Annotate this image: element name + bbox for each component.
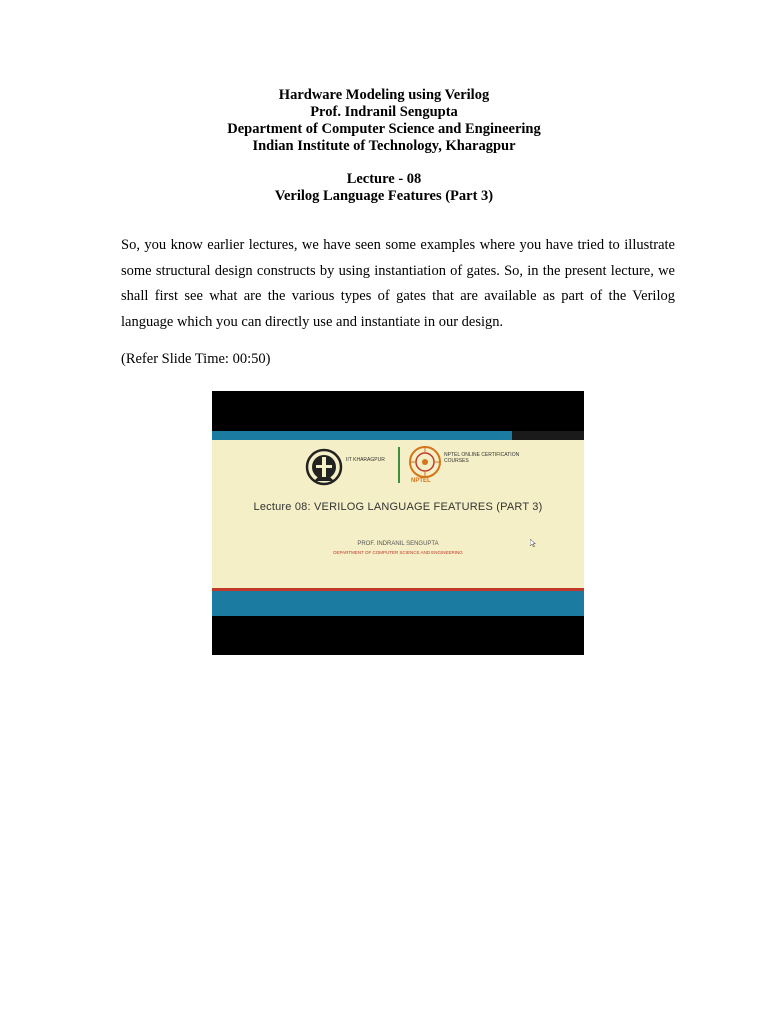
institute-name: Indian Institute of Technology, Kharagpur xyxy=(252,138,516,154)
slide-author: PROF. INDRANIL SENGUPTA xyxy=(357,541,439,547)
document-header xyxy=(0,87,768,155)
slide-bottom-band xyxy=(212,591,584,616)
lecture-heading xyxy=(0,171,768,205)
professor-name: Prof. Indranil Sengupta xyxy=(310,104,458,120)
nptel-logo-icon xyxy=(408,445,442,479)
lecture-number: Lecture - 08 xyxy=(346,171,422,187)
nptel-caption: NPTEL ONLINE CERTIFICATION COURSES xyxy=(444,452,520,464)
mouse-cursor-icon xyxy=(530,539,536,547)
slide-top-dark-band xyxy=(512,431,584,440)
iit-label: IIT KHARAGPUR xyxy=(346,457,385,463)
slide-department: DEPARTMENT OF COMPUTER SCIENCE AND ENGINEERING xyxy=(333,550,463,555)
body-paragraph: So, you know earlier lectures, we have seen some examples where you have tried to illustrate some structural design constructs by using instantiation of gates. So, in the present lecture, we shall first see what are the various types of gates that are available as part of the Verilog language which you can directly use and instantiate in our design. xyxy=(121,237,675,330)
logo-divider xyxy=(398,447,400,483)
department-name: Department of Computer Science and Engineering xyxy=(227,121,541,137)
lecture-title: Verilog Language Features (Part 3) xyxy=(274,188,494,204)
nptel-label: NPTEL xyxy=(411,478,431,484)
course-title: Hardware Modeling using Verilog xyxy=(278,87,490,103)
iit-kharagpur-logo-icon xyxy=(304,447,344,487)
slide-title: Lecture 08: VERILOG LANGUAGE FEATURES (PART 3) xyxy=(253,501,543,513)
refer-slide-time: (Refer Slide Time: 00:50) xyxy=(121,351,271,367)
slide-image xyxy=(212,391,584,655)
